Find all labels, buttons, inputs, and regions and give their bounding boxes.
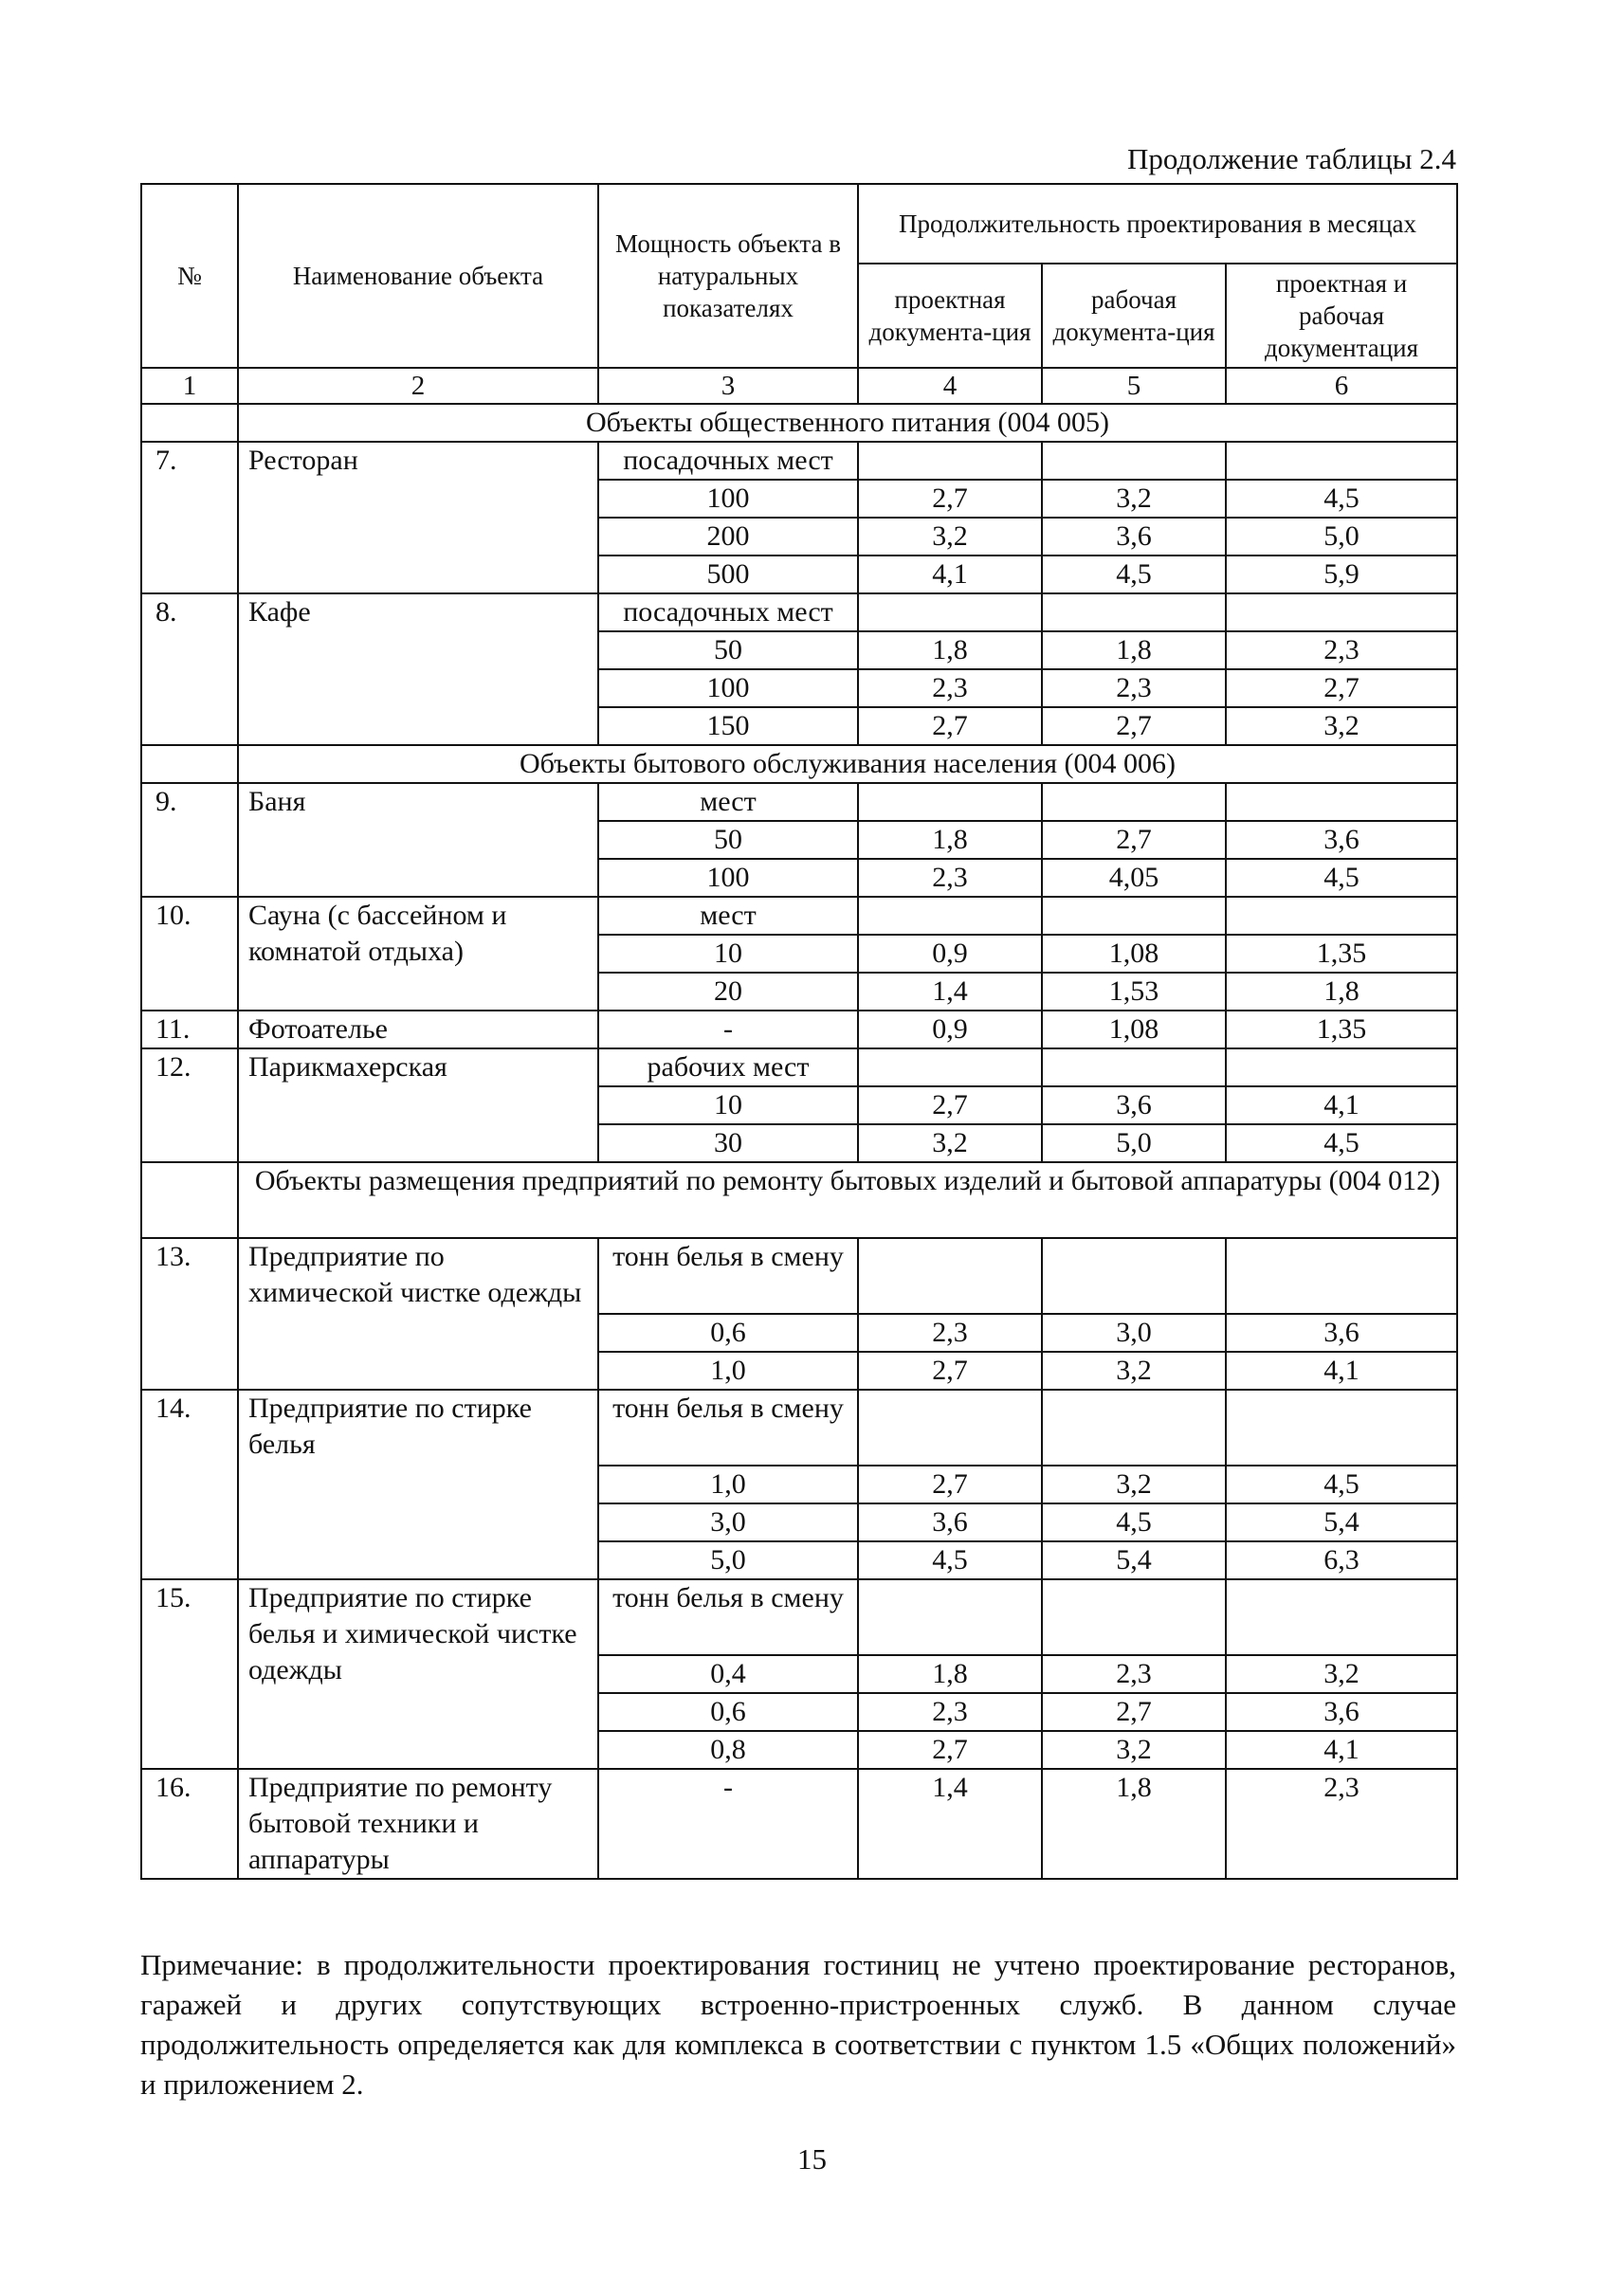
header-duration: Продолжительность проектирования в месяцах bbox=[858, 184, 1457, 264]
project-doc-cell: 2,7 bbox=[858, 1731, 1042, 1769]
project-doc-cell: 2,3 bbox=[858, 669, 1042, 707]
item-number: 11. bbox=[141, 1011, 238, 1048]
item-number: 16. bbox=[141, 1769, 238, 1879]
empty-cell bbox=[858, 1390, 1042, 1466]
empty-cell bbox=[1042, 1390, 1226, 1466]
col-number: 2 bbox=[238, 368, 598, 404]
capacity-value: 10 bbox=[598, 1086, 858, 1124]
capacity-cell: - bbox=[598, 1769, 858, 1879]
section-row bbox=[141, 404, 1457, 442]
project-doc-cell: 0,9 bbox=[858, 1011, 1042, 1048]
empty-cell bbox=[1226, 783, 1457, 821]
capacity-unit: мест bbox=[598, 783, 858, 821]
header-both-doc: проектная и рабочая документация bbox=[1226, 264, 1457, 368]
capacity-value: 20 bbox=[598, 973, 858, 1011]
empty-cell bbox=[1042, 897, 1226, 935]
empty-cell bbox=[858, 897, 1042, 935]
empty-cell bbox=[1226, 1238, 1457, 1314]
header-project-doc: проектная документа-ция bbox=[858, 264, 1042, 368]
item-name: Предприятие по стирке белья и химической чистке одежды bbox=[238, 1579, 598, 1769]
project-doc-cell: 1,8 bbox=[858, 631, 1042, 669]
both-doc-cell: 2,3 bbox=[1226, 631, 1457, 669]
working-doc-cell: 2,7 bbox=[1042, 707, 1226, 745]
both-doc-cell: 3,2 bbox=[1226, 1655, 1457, 1693]
working-doc-cell: 3,0 bbox=[1042, 1314, 1226, 1352]
project-doc-cell: 2,7 bbox=[858, 480, 1042, 518]
empty-cell bbox=[1042, 1579, 1226, 1655]
table-row bbox=[141, 442, 1457, 480]
section-row bbox=[141, 1162, 1457, 1238]
working-doc-cell: 2,3 bbox=[1042, 1655, 1226, 1693]
capacity-unit: посадочных мест bbox=[598, 442, 858, 480]
capacity-unit: тонн белья в смену bbox=[598, 1579, 858, 1655]
table-row bbox=[141, 1238, 1457, 1314]
capacity-unit: посадочных мест bbox=[598, 593, 858, 631]
working-doc-cell: 2,3 bbox=[1042, 669, 1226, 707]
working-doc-cell: 1,08 bbox=[1042, 935, 1226, 973]
capacity-value: 50 bbox=[598, 631, 858, 669]
section-row bbox=[141, 745, 1457, 783]
both-doc-cell: 5,9 bbox=[1226, 556, 1457, 593]
empty-cell bbox=[1042, 1048, 1226, 1086]
item-name: Предприятие по стирке белья bbox=[238, 1390, 598, 1579]
both-doc-cell: 3,6 bbox=[1226, 1314, 1457, 1352]
capacity-value: 500 bbox=[598, 556, 858, 593]
capacity-value: 0,6 bbox=[598, 1693, 858, 1731]
section-blank-cell bbox=[141, 745, 238, 783]
section-title: Объекты размещения предприятий по ремонту бытовых изделий и бытовой аппаратуры (004 012) bbox=[238, 1162, 1457, 1238]
empty-cell bbox=[1226, 1579, 1457, 1655]
table-row bbox=[141, 593, 1457, 631]
table-row bbox=[141, 1769, 1457, 1879]
working-doc-cell: 3,6 bbox=[1042, 1086, 1226, 1124]
empty-cell bbox=[1042, 593, 1226, 631]
working-doc-cell: 4,5 bbox=[1042, 1503, 1226, 1541]
capacity-value: 150 bbox=[598, 707, 858, 745]
empty-cell bbox=[858, 1238, 1042, 1314]
project-doc-cell: 2,3 bbox=[858, 859, 1042, 897]
both-doc-cell: 4,5 bbox=[1226, 1466, 1457, 1503]
table-row bbox=[141, 1579, 1457, 1655]
item-number: 9. bbox=[141, 783, 238, 897]
section-blank-cell bbox=[141, 1162, 238, 1238]
item-number: 12. bbox=[141, 1048, 238, 1162]
working-doc-cell: 5,4 bbox=[1042, 1541, 1226, 1579]
item-number: 15. bbox=[141, 1579, 238, 1769]
table-row bbox=[141, 897, 1457, 935]
empty-cell bbox=[1226, 1390, 1457, 1466]
both-doc-cell: 4,5 bbox=[1226, 859, 1457, 897]
item-number: 8. bbox=[141, 593, 238, 745]
working-doc-cell: 1,08 bbox=[1042, 1011, 1226, 1048]
table-body bbox=[141, 404, 1457, 1879]
both-doc-cell: 3,6 bbox=[1226, 1693, 1457, 1731]
item-name: Кафе bbox=[238, 593, 598, 745]
capacity-value: 5,0 bbox=[598, 1541, 858, 1579]
both-doc-cell: 1,8 bbox=[1226, 973, 1457, 1011]
capacity-value: 0,6 bbox=[598, 1314, 858, 1352]
project-doc-cell: 1,8 bbox=[858, 821, 1042, 859]
project-doc-cell: 1,4 bbox=[858, 973, 1042, 1011]
both-doc-cell: 5,0 bbox=[1226, 518, 1457, 556]
both-doc-cell: 1,35 bbox=[1226, 935, 1457, 973]
table-row bbox=[141, 783, 1457, 821]
empty-cell bbox=[1226, 593, 1457, 631]
item-name: Сауна (с бассейном и комнатой отдыха) bbox=[238, 897, 598, 1011]
capacity-unit: тонн белья в смену bbox=[598, 1238, 858, 1314]
working-doc-cell: 3,2 bbox=[1042, 1352, 1226, 1390]
project-doc-cell: 3,2 bbox=[858, 518, 1042, 556]
table-caption: Продолжение таблицы 2.4 bbox=[1127, 142, 1456, 175]
design-duration-table bbox=[140, 183, 1458, 1880]
header-capacity: Мощность объекта в натуральных показателях bbox=[598, 184, 858, 368]
item-name: Предприятие по ремонту бытовой техники и аппаратуры bbox=[238, 1769, 598, 1879]
capacity-unit: тонн белья в смену bbox=[598, 1390, 858, 1466]
item-name: Предприятие по химической чистке одежды bbox=[238, 1238, 598, 1390]
capacity-value: 1,0 bbox=[598, 1466, 858, 1503]
page-number: 15 bbox=[797, 2142, 827, 2176]
working-doc-cell: 4,5 bbox=[1042, 556, 1226, 593]
empty-cell bbox=[1042, 783, 1226, 821]
section-blank-cell bbox=[141, 404, 238, 442]
item-name: Фотоателье bbox=[238, 1011, 598, 1048]
empty-cell bbox=[1226, 1048, 1457, 1086]
both-doc-cell: 2,3 bbox=[1226, 1769, 1457, 1879]
working-doc-cell: 3,2 bbox=[1042, 480, 1226, 518]
both-doc-cell: 6,3 bbox=[1226, 1541, 1457, 1579]
both-doc-cell: 2,7 bbox=[1226, 669, 1457, 707]
section-title: Объекты бытового обслуживания населения (004 006) bbox=[238, 745, 1457, 783]
item-number: 14. bbox=[141, 1390, 238, 1579]
col-number: 3 bbox=[598, 368, 858, 404]
section-title: Объекты общественного питания (004 005) bbox=[238, 404, 1457, 442]
item-number: 7. bbox=[141, 442, 238, 593]
empty-cell bbox=[858, 1579, 1042, 1655]
col-number: 5 bbox=[1042, 368, 1226, 404]
both-doc-cell: 4,1 bbox=[1226, 1086, 1457, 1124]
capacity-value: 0,4 bbox=[598, 1655, 858, 1693]
item-number: 13. bbox=[141, 1238, 238, 1390]
item-name: Ресторан bbox=[238, 442, 598, 593]
item-name: Парикмахерская bbox=[238, 1048, 598, 1162]
project-doc-cell: 1,4 bbox=[858, 1769, 1042, 1879]
capacity-value: 30 bbox=[598, 1124, 858, 1162]
capacity-value: 100 bbox=[598, 480, 858, 518]
empty-cell bbox=[858, 1048, 1042, 1086]
empty-cell bbox=[1042, 1238, 1226, 1314]
capacity-value: 200 bbox=[598, 518, 858, 556]
working-doc-cell: 3,2 bbox=[1042, 1466, 1226, 1503]
empty-cell bbox=[1226, 897, 1457, 935]
project-doc-cell: 2,7 bbox=[858, 1466, 1042, 1503]
header-no: № bbox=[141, 184, 238, 368]
project-doc-cell: 3,6 bbox=[858, 1503, 1042, 1541]
both-doc-cell: 4,1 bbox=[1226, 1731, 1457, 1769]
capacity-unit: мест bbox=[598, 897, 858, 935]
table-row bbox=[141, 1011, 1457, 1048]
both-doc-cell: 5,4 bbox=[1226, 1503, 1457, 1541]
project-doc-cell: 4,1 bbox=[858, 556, 1042, 593]
both-doc-cell: 4,1 bbox=[1226, 1352, 1457, 1390]
capacity-value: 3,0 bbox=[598, 1503, 858, 1541]
working-doc-cell: 2,7 bbox=[1042, 1693, 1226, 1731]
capacity-value: 1,0 bbox=[598, 1352, 858, 1390]
capacity-value: 100 bbox=[598, 669, 858, 707]
capacity-value: 50 bbox=[598, 821, 858, 859]
project-doc-cell: 2,7 bbox=[858, 1086, 1042, 1124]
col-number: 6 bbox=[1226, 368, 1457, 404]
empty-cell bbox=[858, 593, 1042, 631]
capacity-value: 0,8 bbox=[598, 1731, 858, 1769]
working-doc-cell: 2,7 bbox=[1042, 821, 1226, 859]
project-doc-cell: 2,7 bbox=[858, 1352, 1042, 1390]
working-doc-cell: 1,8 bbox=[1042, 1769, 1226, 1879]
empty-cell bbox=[858, 442, 1042, 480]
both-doc-cell: 1,35 bbox=[1226, 1011, 1457, 1048]
item-number: 10. bbox=[141, 897, 238, 1011]
project-doc-cell: 2,7 bbox=[858, 707, 1042, 745]
table-row bbox=[141, 1048, 1457, 1086]
project-doc-cell: 2,3 bbox=[858, 1693, 1042, 1731]
header-name: Наименование объекта bbox=[238, 184, 598, 368]
table-row bbox=[141, 1390, 1457, 1466]
header-working-doc: рабочая документа-ция bbox=[1042, 264, 1226, 368]
capacity-cell: - bbox=[598, 1011, 858, 1048]
capacity-value: 100 bbox=[598, 859, 858, 897]
col-number: 4 bbox=[858, 368, 1042, 404]
project-doc-cell: 0,9 bbox=[858, 935, 1042, 973]
column-numbers-row bbox=[141, 368, 1457, 404]
working-doc-cell: 4,05 bbox=[1042, 859, 1226, 897]
project-doc-cell: 2,3 bbox=[858, 1314, 1042, 1352]
capacity-unit: рабочих мест bbox=[598, 1048, 858, 1086]
project-doc-cell: 4,5 bbox=[858, 1541, 1042, 1579]
col-number: 1 bbox=[141, 368, 238, 404]
empty-cell bbox=[1042, 442, 1226, 480]
working-doc-cell: 3,2 bbox=[1042, 1731, 1226, 1769]
working-doc-cell: 3,6 bbox=[1042, 518, 1226, 556]
both-doc-cell: 3,2 bbox=[1226, 707, 1457, 745]
footnote: Примечание: в продолжительности проектирования гостиниц не учтено проектирование ресторанов, гаражей и других сопутствующих встроенно-пристроенных служб. В данном случае продолжительность определяется как для комплекса в соответствии с пунктом 1.5 «Общих положений» и приложением 2. bbox=[140, 1948, 1456, 2101]
both-doc-cell: 4,5 bbox=[1226, 480, 1457, 518]
both-doc-cell: 4,5 bbox=[1226, 1124, 1457, 1162]
both-doc-cell: 3,6 bbox=[1226, 821, 1457, 859]
project-doc-cell: 3,2 bbox=[858, 1124, 1042, 1162]
empty-cell bbox=[1226, 442, 1457, 480]
item-name: Баня bbox=[238, 783, 598, 897]
project-doc-cell: 1,8 bbox=[858, 1655, 1042, 1693]
capacity-value: 10 bbox=[598, 935, 858, 973]
working-doc-cell: 1,53 bbox=[1042, 973, 1226, 1011]
empty-cell bbox=[858, 783, 1042, 821]
working-doc-cell: 1,8 bbox=[1042, 631, 1226, 669]
working-doc-cell: 5,0 bbox=[1042, 1124, 1226, 1162]
